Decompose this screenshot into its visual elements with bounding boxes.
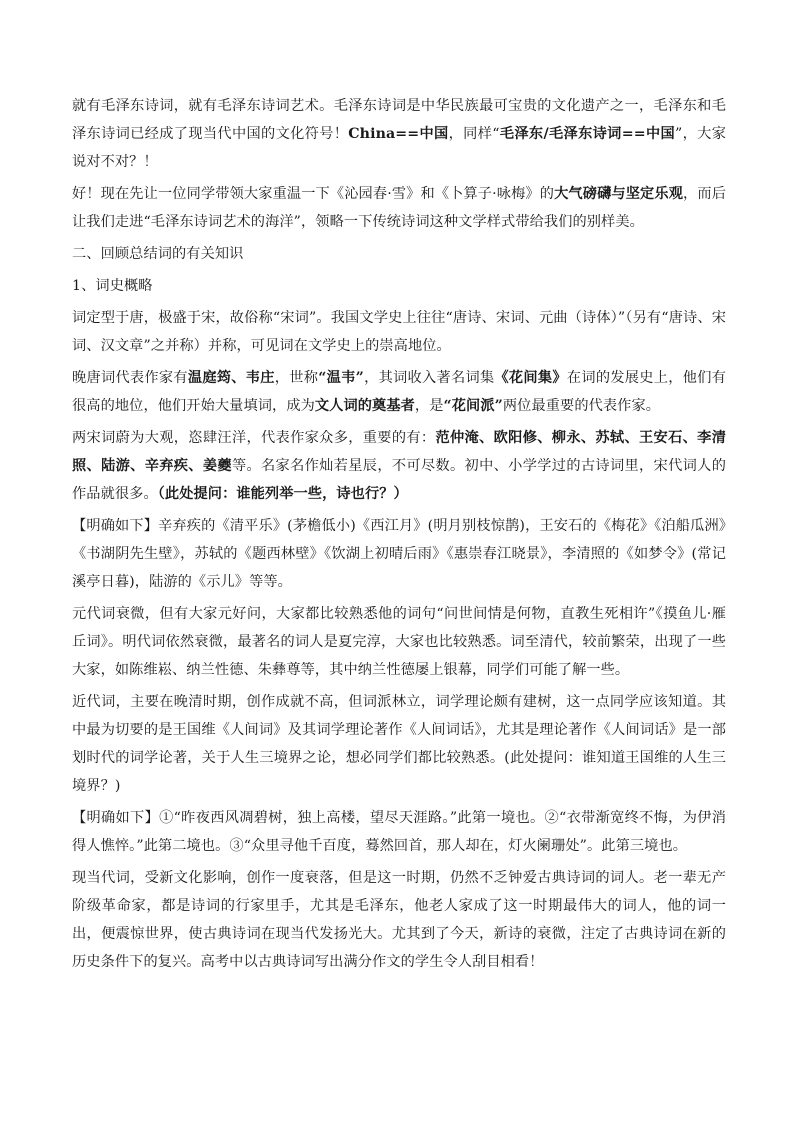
- paragraph-review: [72, 180, 726, 236]
- text-run: 二、回顾总结词的有关知识: [72, 246, 244, 262]
- text-run: 在词的发展史上，他们有很高的地位，他们开始大量填词，成为: [72, 370, 726, 414]
- bold-text-run: 毛泽东/毛泽东诗词==中国: [499, 126, 676, 142]
- text-run: ”，大家说对不对？！: [72, 126, 727, 170]
- bold-text-run: 大气磅礴与坚定乐观: [554, 186, 684, 202]
- document-body: [72, 92, 726, 980]
- paragraph-ci-origin: [72, 304, 726, 360]
- bold-text-run: 文人词的奠基者: [314, 398, 415, 414]
- section-heading: [72, 240, 726, 268]
- paragraph-contemporary: [72, 864, 726, 976]
- text-run: 等。名家名作灿若星辰，不可尽数。初中、小学学过的古诗词里，宋代词人的作品就很多。: [72, 458, 727, 502]
- text-run: ，而后让我们走进“毛泽东诗词艺术的海洋”，领略一下传统诗词这种文学样式带给我们的别样美。: [72, 186, 726, 230]
- text-run: 两位最重要的代表作家。: [502, 398, 661, 414]
- text-run: 好！现在先让一位同学带领大家重温一下《沁园春·雪》和《卜算子·咏梅》的: [72, 186, 555, 202]
- text-run: 1、词史概略: [72, 278, 153, 294]
- paragraph-modern: [72, 688, 726, 800]
- bold-text-run: （此处提问：谁能列举一些，诗也行？）: [157, 486, 408, 502]
- text-run: ①“昨夜西风凋碧树，独上高楼，望尽天涯路。”此第一境也。②“衣带渐宽终不悔，为伊消得人憔悴。”此第二境也。③“众里寻他千百度，蓦然回首，那人却在，灯火阑珊处”。此第三境也。: [72, 810, 727, 854]
- text-run: 辛弃疾的《清平乐》(茅檐低小)《西江月》(明月别枝惊鹊)，王安石的《梅花》《泊船瓜洲》《书湖阴先生壁》，苏轼的《题西林壁》《饮湖上初晴后雨》《惠崇春江晓景》，李清照的《如梦令》(常记溪亭日暮)，陆游的《示儿》等等。: [72, 518, 726, 590]
- paragraph-yuan-ming-qing: [72, 600, 726, 684]
- bold-text-run: China==中国: [348, 126, 449, 142]
- bold-text-run: “温韦”: [318, 370, 364, 386]
- bold-text-run: “花间派”: [443, 398, 503, 414]
- bold-text-run: 温庭筠、韦庄: [187, 370, 275, 386]
- text-run: 晚唐词代表作家有: [72, 370, 188, 386]
- subsection-heading: [72, 272, 726, 300]
- text-run: 两宋词蔚为大观，恣肆汪洋，代表作家众多，重要的有：: [72, 430, 436, 446]
- bold-text-run: 《花间集》: [494, 370, 567, 386]
- text-run: 词定型于唐，极盛于宋，故俗称“宋词”。我国文学史上往往“唐诗、宋词、元曲（诗体）”（另有“唐诗、宋词、汉文章”之并称）并称，可见词在文学史上的崇高地位。: [72, 310, 726, 354]
- text-run: 元代词衰微，但有大家元好问，大家都比较熟悉他的词句“问世间情是何物，直教生死相许”《摸鱼儿·雁丘词》。明代词依然衰微，最著名的词人是夏完淳，大家也比较熟悉。词至清代，较前繁荣，出现了一些大家，如陈维崧、纳兰性德、朱彝尊等，其中纳兰性德屡上银幕，同学们可能了解一些。: [72, 606, 726, 678]
- paragraph-intro: [72, 92, 726, 176]
- paragraph-late-tang: [72, 364, 726, 420]
- bold-text-run: 范仲淹、欧阳修、柳永、苏轼、王安石、李清照、陆游、辛弃疾、姜夔: [72, 430, 726, 474]
- answer-marker: 【明确如下】: [72, 518, 159, 534]
- text-run: ，同样“: [448, 126, 500, 142]
- text-run: ，是: [414, 398, 444, 414]
- text-run: ，世称: [274, 370, 319, 386]
- text-run: ，其词收入著名词集: [363, 370, 495, 386]
- answer-marker: 【明确如下】: [72, 810, 160, 826]
- paragraph-answer-song: [72, 512, 726, 596]
- text-run: 现当代词，受新文化影响，创作一度衰落，但是这一时期，仍然不乏钟爱古典诗词的词人。老一辈无产阶级革命家，都是诗词的行家里手，尤其是毛泽东，他老人家成了这一时期最伟大的词人，他的词一出，便震惊世界，使古典诗词在现当代发扬光大。尤其到了今天，新诗的衰微，注定了古典诗词在新的历史条件下的复兴。高考中以古典诗词写出满分作文的学生令人刮目相看！: [72, 870, 726, 970]
- text-run: 就有毛泽东诗词，就有毛泽东诗词艺术。毛泽东诗词是中华民族最可宝贵的文化遗产之一，毛泽东和毛泽东诗词已经成了现当代中国的文化符号！: [72, 98, 726, 142]
- text-run: 近代词，主要在晚清时期，创作成就不高，但词派林立，词学理论颇有建树，这一点同学应该知道。其中最为切要的是王国维《人间词》及其词学理论著作《人间词话》，尤其是理论著作《人间词话》是一部划时代的词学论著，关于人生三境界之论，想必同学们都比较熟悉。(此处提问：谁知道王国维的人生三境界？): [72, 694, 726, 794]
- paragraph-song: [72, 424, 726, 508]
- paragraph-answer-three-realms: [72, 804, 726, 860]
